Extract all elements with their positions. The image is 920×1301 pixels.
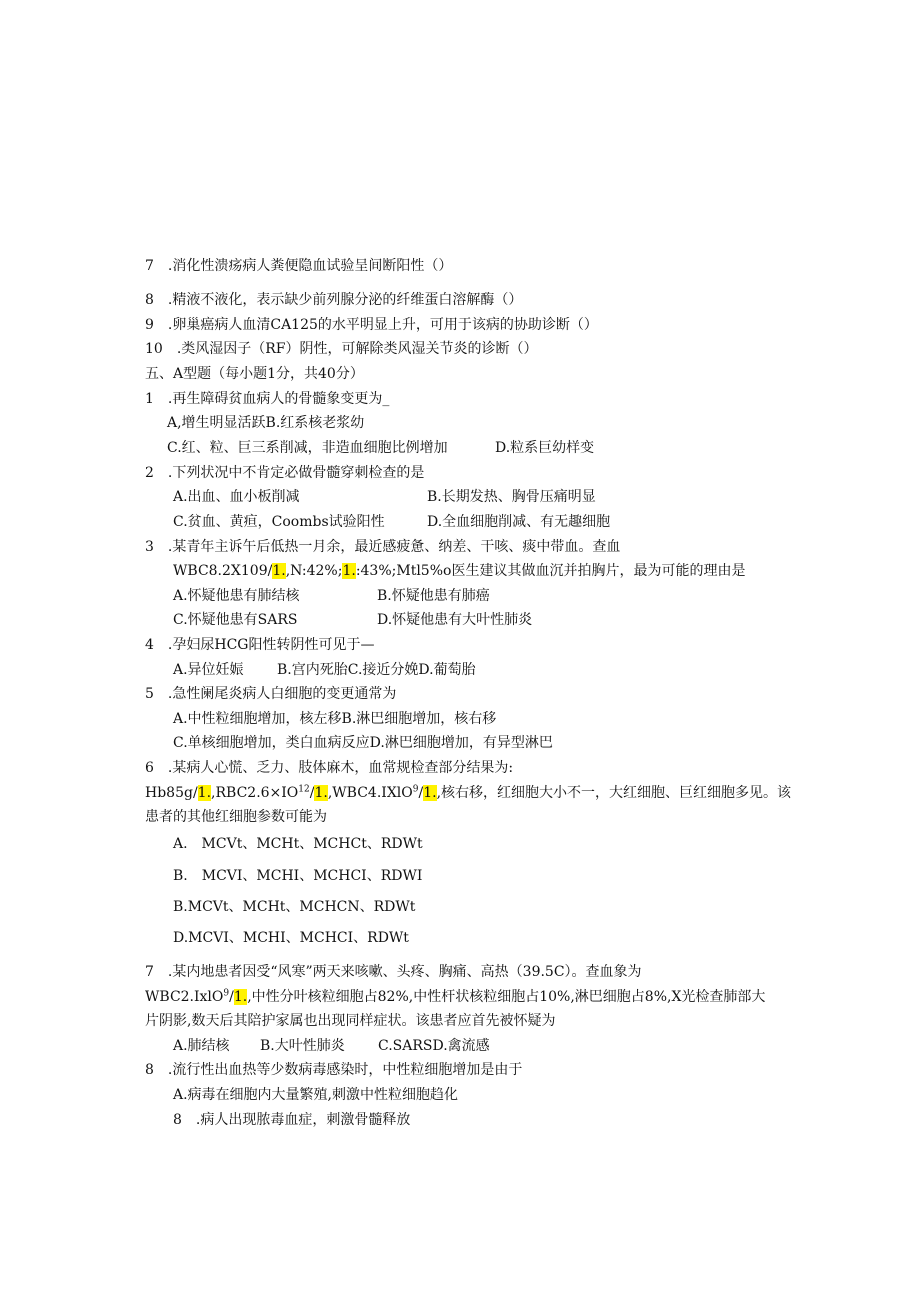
question-5-options-cd: C.单核细胞增加，类白血病反应D.淋巴细胞增加，有异型淋巴 [173, 735, 553, 751]
question-2-option-c: C.贫血、黄疸，Coombs试验阳性 [173, 514, 385, 530]
q6-rbc-exponent: 12 [298, 784, 310, 795]
q6-highlight-1: 1. [197, 785, 212, 801]
question-8-option-b: 8 .病人出现脓毒血症，刺激骨髓释放 [173, 1112, 411, 1128]
question-7-line-3: 片阴影,数天后其陪护家属也出现同样症状。该患者应首先被怀疑为 [145, 1013, 556, 1029]
question-3-stem: 3 .某青年主诉午后低热一月余，最近感疲惫、纳差、干咳、痰中带血。查血 [145, 539, 621, 555]
question-7-option-a: A.肺结核 [173, 1038, 230, 1054]
true-false-q9: 9 .卵巢癌病人血清CA125的水平明显上升，可用于该病的协助诊断（） [145, 317, 598, 333]
question-3-lab-data [173, 561, 745, 581]
question-5-stem: 5 .急性阑尾炎病人白细胞的变更通常为 [145, 686, 397, 702]
question-6-option-d: D.MCVI、MCHI、MCHCI、RDWt [173, 930, 409, 946]
q3-neutrophil: ,N:42%; [285, 563, 343, 579]
q7-wbc-exponent: 9 [223, 988, 230, 999]
question-7-options-cd: C.SARSD.禽流感 [378, 1038, 490, 1054]
question-1-option-d: D.粒系巨幼样变 [495, 440, 595, 456]
q6-highlight-2: 1. [314, 785, 328, 801]
question-2-stem: 2 .下列状况中不肯定必做骨髓穿刺检查的是 [145, 465, 425, 481]
question-6-option-b2: B.MCVt、MCHt、MCHCN、RDWt [173, 899, 416, 915]
question-1-option-c: C.红、粒、巨三系削减，非造血细胞比例增加 [167, 440, 448, 456]
question-6-option-b1: B. MCVI、MCHI、MCHCI、RDWI [173, 868, 423, 884]
q3-highlight-1: 1. [272, 563, 286, 579]
question-3-option-c: C.怀疑他患有SARS [173, 612, 298, 628]
question-2-option-b: B.长期发热、胸骨压痛明显 [427, 489, 596, 505]
question-5-options-ab: A.中性粒细胞增加，核左移B.淋巴细胞增加，核右移 [173, 711, 497, 727]
q7-wbc: WBC2.IxlO [145, 989, 224, 1005]
true-false-q10: 10 .类风湿因子（RF）阴性，可解除类风湿关节炎的诊断（） [145, 341, 538, 357]
question-6-lab-data [145, 783, 791, 803]
question-8-option-a: A.病毒在细胞内大量繁殖,刺激中性粒细胞趋化 [173, 1087, 459, 1103]
q6-hb: Hb85g/ [145, 785, 198, 801]
question-3-option-b: B.怀疑他患有肺癌 [377, 588, 490, 604]
question-1-options-ab: A,增生明显活跃B.红系核老浆幼 [167, 415, 365, 431]
q6-rest: ,核右移，红细胞大小不一，大红细胞、巨红细胞多见。该 [436, 785, 792, 801]
question-4-options-bcd: B.宫内死胎C.接近分娩D.葡萄胎 [277, 662, 476, 678]
q7-highlight: 1. [233, 989, 248, 1005]
question-1-stem: 1 .再生障碍贫血病人的骨髓象变更为_ [145, 391, 390, 407]
question-8-stem: 8 .流行性出血热等少数病毒感染时，中性粒细胞增加是由于 [145, 1062, 523, 1078]
true-false-q8: 8 .精液不液化，表示缺少前列腺分泌的纤维蛋白溶解酶（） [145, 292, 523, 308]
true-false-q7: 7 .消化性溃疡病人粪便隐血试验呈间断阳性（） [145, 258, 453, 274]
question-3-option-a: A.怀疑他患有肺结核 [173, 588, 300, 604]
q7-rest: ,中性分叶核粒细胞占82%,中性杆状核粒细胞占10%,淋巴细胞占8%,X光检查肺部大 [247, 989, 766, 1005]
q6-slash-1: / [309, 785, 315, 801]
q3-wbc: WBC8.2X109/ [173, 563, 273, 579]
q6-wbc-exponent: 9 [412, 784, 419, 795]
q6-slash-2: / [418, 785, 424, 801]
question-3-option-d: D.怀疑他患有大叶性肺炎 [377, 612, 533, 628]
section-heading: 五、A型题（每小题1分，共40分） [145, 366, 364, 382]
question-2-option-a: A.出血、血小板削减 [173, 489, 300, 505]
question-7-stem: 7 .某内地患者因受“风寒”两天来咳嗽、头疼、胸痛、高热（39.5C）。查血象为 [145, 964, 642, 980]
question-4-stem: 4 .孕妇尿HCG阳性转阴性可见于— [145, 637, 375, 653]
question-7-option-b: B.大叶性肺炎 [260, 1038, 345, 1054]
q6-wbc: ,WBC4.IXlO [327, 785, 413, 801]
q3-rest: :43%;Mtl5%o医生建议其做血沉并拍胸片，最为可能的理由是 [355, 563, 746, 579]
question-7-lab-data [145, 987, 765, 1007]
question-2-option-d: D.全血细胞削减、有无趣细胞 [427, 514, 611, 530]
q3-highlight-2: 1. [342, 563, 356, 579]
q7-slash: / [229, 989, 234, 1005]
q6-rbc: ,RBC2.6×IO [211, 785, 299, 801]
question-4-option-a: A.异位妊娠 [173, 662, 244, 678]
question-6-stem: 6 .某病人心慌、乏力、肢体麻木，血常规检查部分结果为: [145, 760, 514, 776]
question-6-option-a: A. MCVt、MCHt、MCHCt、RDWt [173, 836, 423, 852]
question-6-line-3: 患者的其他红细胞参数可能为 [145, 809, 327, 825]
q6-highlight-3: 1. [423, 785, 437, 801]
